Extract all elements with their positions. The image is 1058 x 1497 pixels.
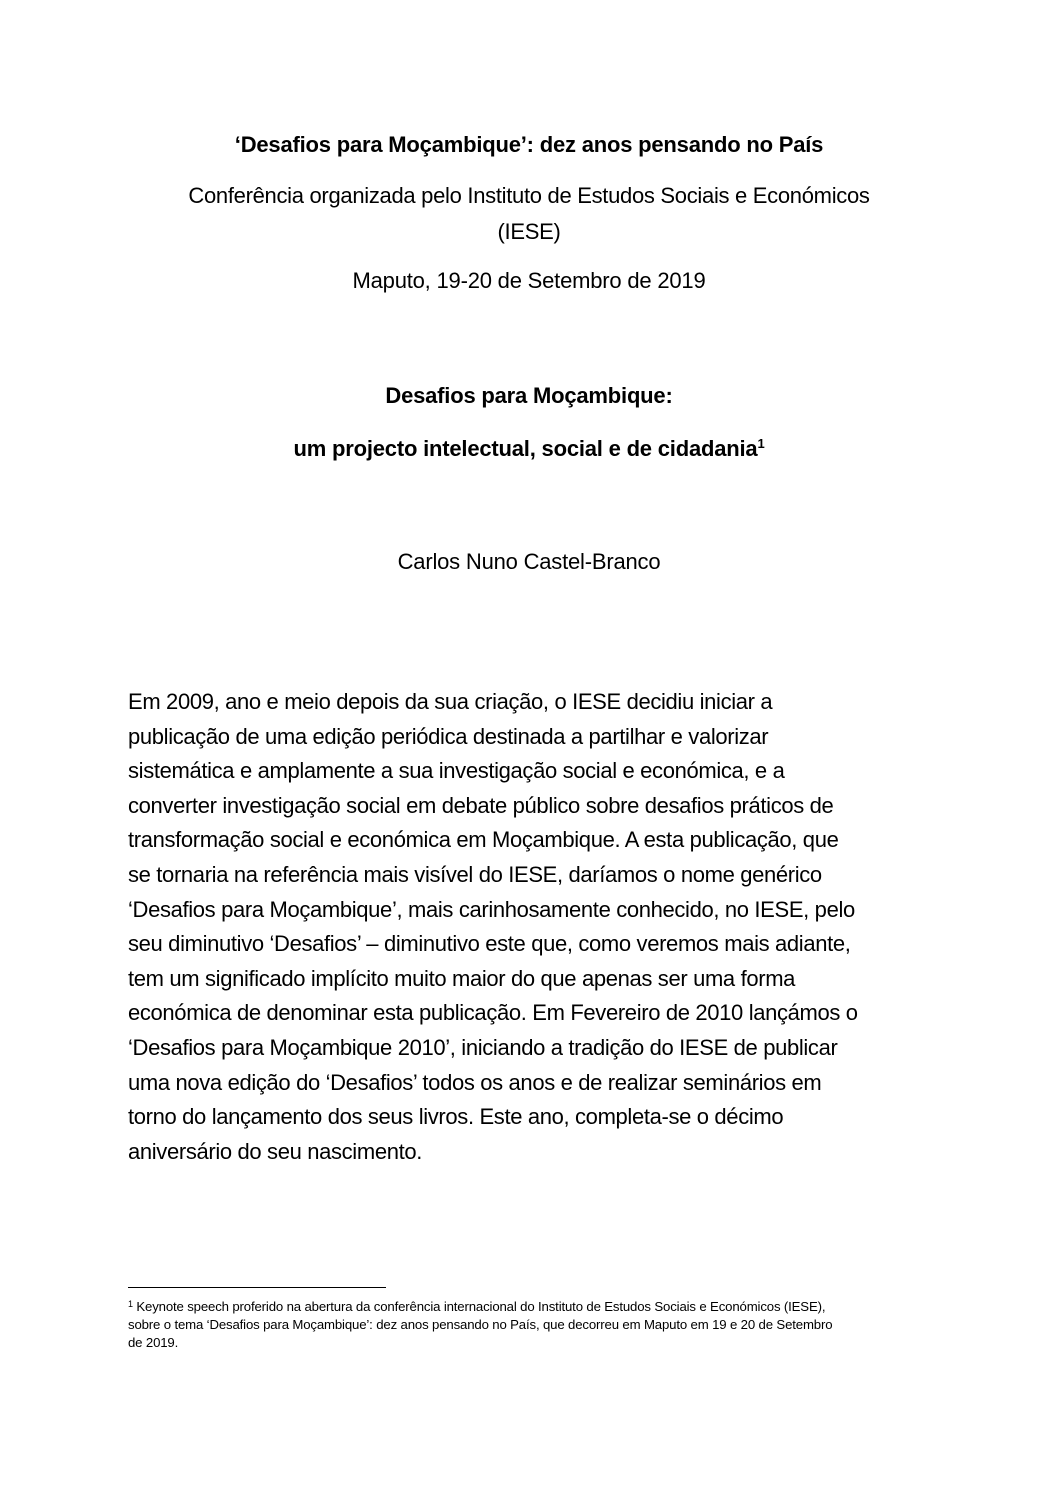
body-line: Em 2009, ano e meio depois da sua criação, o IESE decidiu iniciar a	[128, 689, 773, 714]
body-paragraph	[128, 685, 938, 1169]
body-line: tem um significado implícito muito maior do que apenas ser uma forma	[128, 965, 796, 991]
body-line: ‘Desafios para Moçambique 2010’, iniciando a tradição do IESE de publicar	[128, 1034, 838, 1060]
body-line: uma nova edição do ‘Desafios’ todos os anos e de realizar seminários em	[128, 1069, 822, 1095]
body-line: seu diminutivo ‘Desafios’ – diminutivo este que, como veremos mais adiante,	[128, 931, 851, 957]
body-line: se tornaria na referência mais visível do IESE, daríamos o nome genérico	[128, 861, 822, 887]
document-title: Desafios para Moçambique:	[385, 383, 673, 408]
body-line: sistemática e amplamente a sua investigação social e económica, e a	[128, 758, 785, 784]
organizer-line-1: Conferência organizada pelo Instituto de Estudos Sociais e Económicos	[188, 183, 870, 208]
footnote-line-3: de 2019.	[128, 1335, 179, 1350]
conference-title: ‘Desafios para Moçambique’: dez anos pensando no País	[234, 132, 824, 157]
document-subtitle-block	[80, 432, 978, 466]
body-line: aniversário do seu nascimento.	[128, 1138, 422, 1164]
footnote-line-2: sobre o tema ‘Desafios para Moçambique’: dez anos pensando no País, que decorreu em Maputo em 19 e 20 de Setembro	[128, 1317, 833, 1332]
body-line: converter investigação social em debate público sobre desafios práticos de	[128, 792, 834, 818]
conference-date-place: Maputo, 19-20 de Setembro de 2019	[352, 268, 706, 293]
body-line: transformação social e económica em Moçambique. A esta publicação, que	[128, 827, 839, 853]
footnote-line-1	[128, 1298, 938, 1316]
organizer-line-2: (IESE)	[497, 219, 561, 244]
body-line: económica de denominar esta publicação. Em Fevereiro de 2010 lançámos o	[128, 1000, 858, 1026]
footnote-mark: 1	[128, 1299, 133, 1309]
body-line: ‘Desafios para Moçambique’, mais carinhosamente conhecido, no IESE, pelo	[128, 896, 855, 922]
footnote-text-1: Keynote speech proferido na abertura da conferência internacional do Instituto de Estudos Sociais e Económicos (IESE),	[132, 1299, 826, 1314]
footnote-separator	[128, 1287, 386, 1288]
footnote	[128, 1298, 938, 1352]
footnote-reference: 1	[757, 436, 765, 451]
body-line: publicação de uma edição periódica destinada a partilhar e valorizar	[128, 723, 769, 749]
conference-organizer	[130, 178, 928, 250]
body-line: torno do lançamento dos seus livros. Este ano, completa-se o décimo	[128, 1104, 784, 1130]
document-subtitle: um projecto intelectual, social e de cidadania	[293, 436, 758, 461]
author-name: Carlos Nuno Castel-Branco	[397, 549, 661, 574]
